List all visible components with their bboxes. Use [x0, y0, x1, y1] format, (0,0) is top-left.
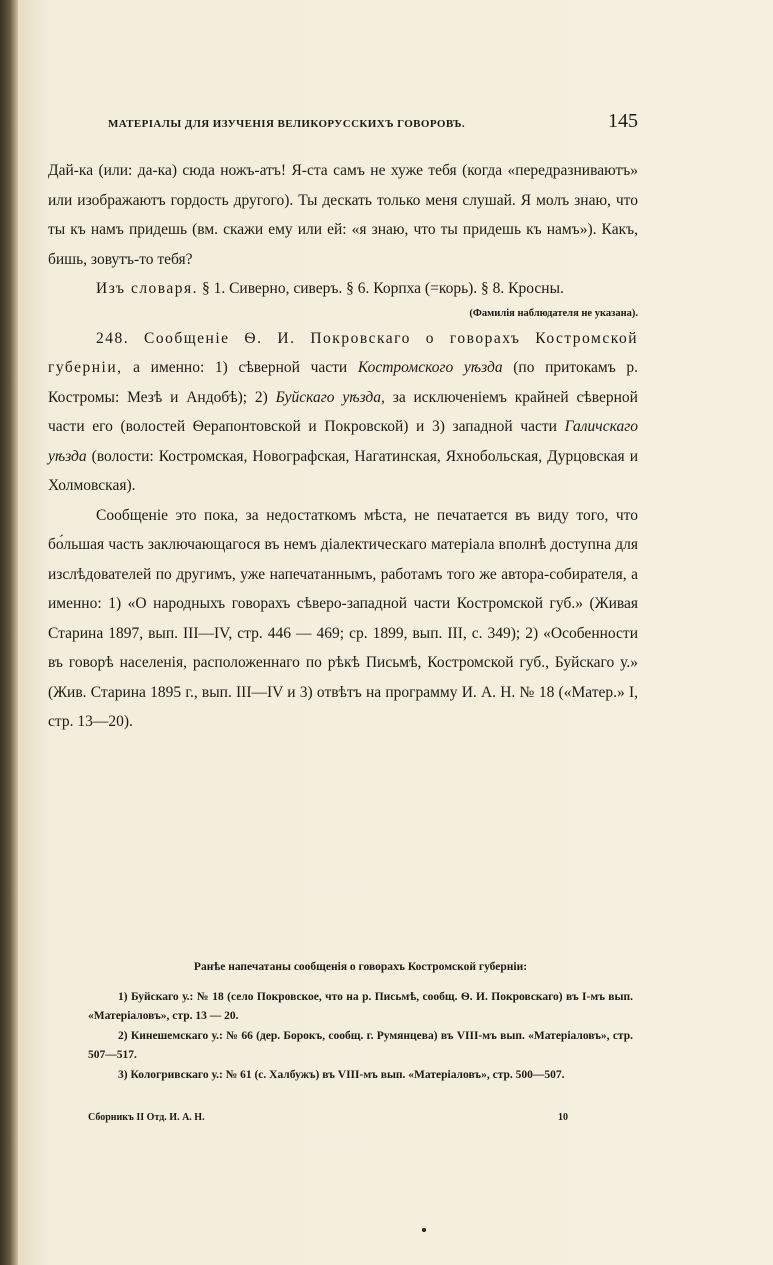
- section-248-uezd-kostroma: Костромского уѣзда: [357, 359, 503, 376]
- book-spine-shadow: [0, 0, 18, 1265]
- footnote-item: 1) Буйскаго у.: № 18 (село Покровское, что на р. Письмѣ, сообщ. Ѳ. И. Покровскаго) въ I-мъ вып. «Матеріаловъ», стр. 13 — 20.: [88, 990, 633, 1022]
- paragraph-examples: Дай-ка (или: да-ка) сюда ножъ-атъ! Я-ста самъ не хуже тебя (когда «передразниваютъ» или изображаютъ гордость другого). Ты дескать только меня слушай. Я молъ знаю, что ты къ намъ придешь (вм. скажи ему или ей: «я знаю, что ты придешь къ намъ»). Какъ, бишь, зовутъ-то тебя?: [48, 162, 638, 268]
- footnote-item: 2) Кинешемскаго у.: № 66 (дер. Борокъ, сообщ. г. Румянцева) въ VIII-мъ вып. «Матеріаловъ», стр. 507—517.: [88, 1029, 633, 1061]
- section-248-text-1: а именно: 1) сѣверной части: [122, 359, 358, 376]
- paragraph-section-248: [48, 324, 638, 501]
- signature-mark: 10: [558, 1112, 568, 1123]
- footnotes-heading: Ранѣе напечатаны сообщенія о говорахъ Костромской губерніи:: [193, 961, 528, 973]
- observer-signature: (Фамилія наблюдателя не указана).: [469, 307, 638, 319]
- running-title: МАТЕРІАЛЫ ДЛЯ ИЗУЧЕНІЯ ВЕЛИКОРУССКИХЪ ГОВОРОВЪ.: [108, 118, 465, 130]
- ink-speck: [422, 1228, 426, 1232]
- footnotes: [88, 958, 633, 1085]
- section-248-text-4: (волости: Костромская, Новографская, Нагатинская, Яхнобольская, Дурцовская и Холмовская).: [48, 447, 638, 494]
- section-248-title: 248. Сообщеніе Ѳ. И. Покровскаго о говорахъ Костромской губерніи,: [48, 329, 638, 376]
- dictionary-text: § 1. Сиверно, сиверъ. § 6. Корпха (=корь). § 8. Кросны.: [201, 280, 564, 297]
- page-number: 145: [608, 110, 638, 132]
- collection-name: Сборникъ II Отд. И. А. Н.: [88, 1112, 205, 1123]
- section-248-uezd-galich: Галичскаго уѣзда: [48, 418, 638, 465]
- main-text: [48, 156, 638, 737]
- page-header: [108, 110, 638, 133]
- paragraph-dictionary: [48, 274, 638, 304]
- section-248-uezd-buy: Буйскаго уѣзда,: [275, 388, 385, 406]
- footnote-item: 3) Кологривскаго у.: № 61 (с. Халбужъ) въ VIII-мъ вып. «Матеріаловъ», стр. 500—507.: [118, 1068, 565, 1081]
- paragraph-publication-note: Сообщеніе это пока, за недостаткомъ мѣста, не печатается въ виду того, что бо́льшая часть заключающагося въ немъ діалектическаго матеріала вполнѣ доступна для изслѣдователей по другимъ, уже напечатаннымъ, работамъ того же автора-собирателя, а именно: 1) «О народныхъ говорахъ сѣверо-западной части Костромской губ.» (Живая Старина 1897, вып. III—IV, стр. 446 — 469; ср. 1899, вып. III, с. 349); 2) «Особенности въ говорѣ населенія, расположеннаго по рѣкѣ Письмѣ, Костромской губ., Буйскаго у.» (Жив. Старина 1895 г., вып. III—IV и 3) отвѣтъ на программу И. А. Н. № 18 («Матер.» I, стр. 13—20).: [48, 506, 638, 730]
- section-248-text-2: (по притокамъ р. Костромы: Мезѣ и Андобѣ); 2): [48, 359, 638, 406]
- page-footer: [88, 1112, 568, 1123]
- dictionary-lead: Изъ словаря.: [96, 280, 199, 297]
- section-248-text-3: за исключеніемъ крайней сѣверной части его (волостей Ѳерапонтовской и Покровской) и 3) западной части: [48, 388, 638, 435]
